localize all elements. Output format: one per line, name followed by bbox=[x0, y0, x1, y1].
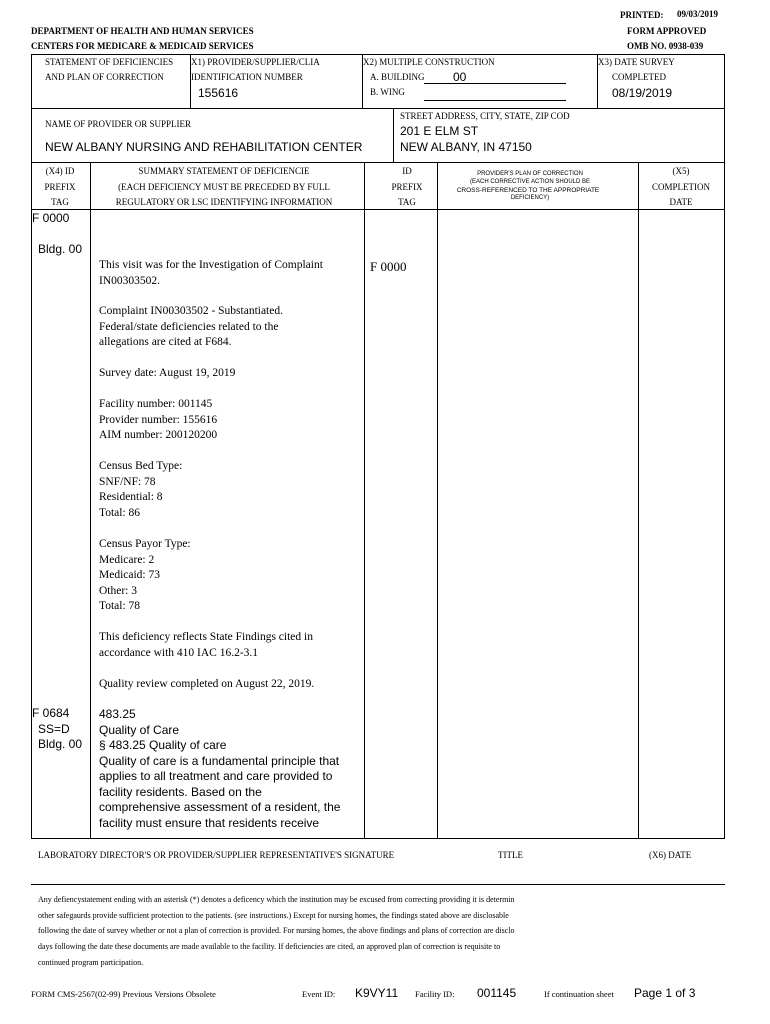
text-line: Complaint IN00303502 - Substantiated. bbox=[99, 305, 283, 317]
building-tag-1: Bldg. 00 bbox=[38, 242, 83, 256]
top-border bbox=[31, 54, 725, 55]
page-number: Page 1 of 3 bbox=[634, 986, 696, 1000]
omb-number: OMB NO. 0938-039 bbox=[627, 41, 704, 51]
left-border-provider bbox=[31, 108, 32, 163]
disclaimer-line-1: Any defiencystatement ending with an asterisk (*) denotes a deficency which the institution may be excused from correcting providing it is determin bbox=[38, 895, 515, 904]
prefix-tag-1: F 0000 bbox=[32, 211, 70, 225]
wing-label: B. WING bbox=[370, 87, 405, 97]
plan-label-1: PROVIDER'S PLAN OF CORRECTION bbox=[477, 171, 583, 177]
text-line: This deficiency reflects State Findings cited in bbox=[99, 631, 313, 643]
text-line: Quality of Care bbox=[99, 722, 180, 737]
x2-label: X2) MULTIPLE CONSTRUCTION bbox=[363, 57, 495, 67]
divider-address bbox=[393, 108, 394, 163]
paragraph-quality-review bbox=[99, 677, 359, 693]
col-divider-1 bbox=[90, 162, 91, 839]
building-label: A. BUILDING bbox=[370, 72, 425, 82]
form-approved: FORM APPROVED bbox=[627, 26, 707, 36]
col-divider-2 bbox=[364, 162, 365, 839]
text-line: Census Payor Type: bbox=[99, 538, 191, 550]
text-line: Medicaid: 73 bbox=[99, 569, 160, 581]
paragraph-quality-of-care bbox=[99, 707, 359, 831]
left-border-main bbox=[31, 162, 32, 839]
date-label: (X6) DATE bbox=[649, 850, 692, 860]
paragraph-visit bbox=[99, 258, 359, 289]
plan-label-4: DEFICIENCY) bbox=[510, 195, 550, 201]
event-id-value: K9VY11 bbox=[355, 986, 399, 1000]
id-prefix-tag-1: F 0000 bbox=[370, 259, 407, 274]
id-label-2: PREFIX bbox=[391, 182, 423, 192]
text-line: accordance with 410 IAC 16.2-3.1 bbox=[99, 646, 259, 659]
plan-label-2: (EACH CORRECTIVE ACTION SHOULD BE bbox=[469, 179, 591, 185]
plan-label-3: CROSS-REFERENCED TO THE APPROPRIATE bbox=[456, 187, 600, 194]
x1-value: 155616 bbox=[198, 86, 239, 100]
id-label-3: TAG bbox=[398, 197, 416, 207]
department-name: DEPARTMENT OF HEALTH AND HUMAN SERVICES bbox=[31, 26, 254, 36]
statement-label-2: AND PLAN OF CORRECTION bbox=[45, 72, 164, 82]
header-row-bottom bbox=[31, 209, 725, 210]
event-id-label: Event ID: bbox=[302, 989, 336, 999]
building-underline bbox=[424, 83, 566, 84]
facility-id-label: Facility ID: bbox=[415, 989, 455, 999]
row-divider-2 bbox=[31, 162, 725, 163]
x5-label-2: COMPLETION bbox=[652, 182, 710, 192]
paragraph-survey-date bbox=[99, 366, 359, 382]
summary-label-1: SUMMARY STATEMENT OF DEFICIENCIE bbox=[138, 166, 310, 176]
text-line: Provider number: 155616 bbox=[99, 413, 218, 426]
text-line: Facility number: 001145 bbox=[99, 398, 213, 410]
address-line-2: NEW ALBANY, IN 47150 bbox=[400, 140, 532, 154]
building-value: 00 bbox=[453, 70, 467, 84]
x3-label: X3) DATE SURVEY bbox=[598, 57, 675, 67]
building-tag-2: Bldg. 00 bbox=[38, 737, 83, 751]
text-line: AIM number: 200120200 bbox=[99, 429, 218, 441]
form-number: FORM CMS-2567(02-99) Previous Versions Obsolete bbox=[31, 989, 216, 999]
x3-value: 08/19/2019 bbox=[612, 86, 673, 100]
text-line: Other: 3 bbox=[99, 584, 138, 597]
paragraph-census-bed bbox=[99, 459, 359, 521]
prefix-tag-2: F 0684 bbox=[32, 706, 70, 720]
id-label-1: ID bbox=[402, 166, 412, 176]
text-line: facility residents. Based on the bbox=[99, 784, 262, 799]
x4-label-3: TAG bbox=[51, 197, 69, 207]
disclaimer-line-5: continued program participation. bbox=[38, 958, 144, 967]
provider-name: NEW ALBANY NURSING AND REHABILITATION CENTER bbox=[45, 140, 363, 154]
summary-label-2: (EACH DEFICIENCY MUST BE PRECEDED BY FULL bbox=[118, 182, 330, 192]
provider-name-label: NAME OF PROVIDER OR SUPPLIER bbox=[45, 119, 192, 129]
paragraph-facility bbox=[99, 397, 359, 444]
body-bottom-border bbox=[31, 838, 725, 839]
text-line: allegations are cited at F684. bbox=[99, 336, 232, 348]
text-line: § 483.25 Quality of care bbox=[99, 738, 227, 752]
right-border-top bbox=[724, 54, 725, 109]
text-line: Total: 78 bbox=[99, 600, 141, 612]
text-line: Census Bed Type: bbox=[99, 460, 183, 472]
right-border-main bbox=[724, 162, 725, 839]
text-line: applies to all treatment and care provided to bbox=[99, 769, 333, 783]
text-line: Federal/state deficiencies related to the bbox=[99, 320, 279, 333]
text-line: Medicare: 2 bbox=[99, 553, 155, 566]
title-label: TITLE bbox=[498, 850, 523, 860]
text-line: Quality review completed on August 22, 2019. bbox=[99, 678, 315, 690]
disclaimer-line-2: other safegaurds provide sufficient protection to the patients. (see instructions.) Except for nursing homes, the findings stated above are disclosable bbox=[38, 911, 509, 920]
continuation-label: If continuation sheet bbox=[544, 989, 614, 999]
printed-label: PRINTED: bbox=[620, 10, 664, 20]
facility-id-value: 001145 bbox=[477, 986, 517, 1000]
right-border-provider bbox=[724, 108, 725, 163]
signature-row-bottom bbox=[31, 884, 725, 885]
text-line: facility must ensure that residents receive bbox=[99, 815, 320, 830]
address-line-1: 201 E ELM ST bbox=[400, 124, 479, 138]
x5-label-1: (X5) bbox=[672, 166, 690, 176]
x4-label-2: PREFIX bbox=[44, 182, 76, 192]
statement-label-1: STATEMENT OF DEFICIENCIES bbox=[45, 57, 174, 67]
x4-label-1: (X4) ID bbox=[45, 166, 75, 176]
paragraph-state-findings bbox=[99, 630, 359, 661]
text-line: comprehensive assessment of a resident, the bbox=[99, 800, 341, 814]
signature-label: LABORATORY DIRECTOR'S OR PROVIDER/SUPPLIER REPRESENTATIVE'S SIGNATURE bbox=[38, 850, 395, 860]
x5-label-3: DATE bbox=[669, 197, 693, 207]
x3-label-2: COMPLETED bbox=[612, 72, 666, 82]
col-divider-3 bbox=[437, 162, 438, 839]
text-line: Total: 86 bbox=[99, 506, 141, 519]
address-label: STREET ADDRESS, CITY, STATE, ZIP COD bbox=[400, 111, 570, 121]
text-line: IN00303502. bbox=[99, 274, 161, 287]
centers-name: CENTERS FOR MEDICARE & MEDICAID SERVICES bbox=[31, 41, 254, 51]
row-divider-1 bbox=[31, 108, 725, 109]
x1-label-2: IDENTIFICATION NUMBER bbox=[191, 72, 303, 82]
paragraph-complaint bbox=[99, 304, 359, 351]
text-line: This visit was for the Investigation of Complaint bbox=[99, 259, 323, 271]
summary-label-3: REGULATORY OR LSC IDENTIFYING INFORMATION bbox=[115, 197, 333, 207]
left-border-top bbox=[31, 54, 32, 109]
text-line: Residential: 8 bbox=[99, 491, 163, 503]
scope-severity: SS=D bbox=[38, 722, 70, 736]
x1-label: X1) PROVIDER/SUPPLIER/CLIA bbox=[191, 57, 320, 67]
text-line: Survey date: August 19, 2019 bbox=[99, 367, 236, 379]
text-line: SNF/NF: 78 bbox=[99, 475, 156, 488]
disclaimer-line-4: days following the date these documents are made available to the facility. If deficiencies are cited, an approved plan of correction is requisite to bbox=[38, 942, 501, 951]
disclaimer-line-3: following the date of survey whether or not a plan of correction is provided. For nursing homes, the above findings and plans of correction are disclo bbox=[38, 926, 515, 935]
col-divider-4 bbox=[638, 162, 639, 839]
paragraph-census-payor bbox=[99, 537, 359, 615]
text-line: 483.25 bbox=[99, 707, 136, 721]
wing-underline bbox=[424, 100, 566, 101]
text-line: Quality of care is a fundamental principle that bbox=[99, 753, 340, 768]
printed-date: 09/03/2019 bbox=[677, 9, 719, 19]
